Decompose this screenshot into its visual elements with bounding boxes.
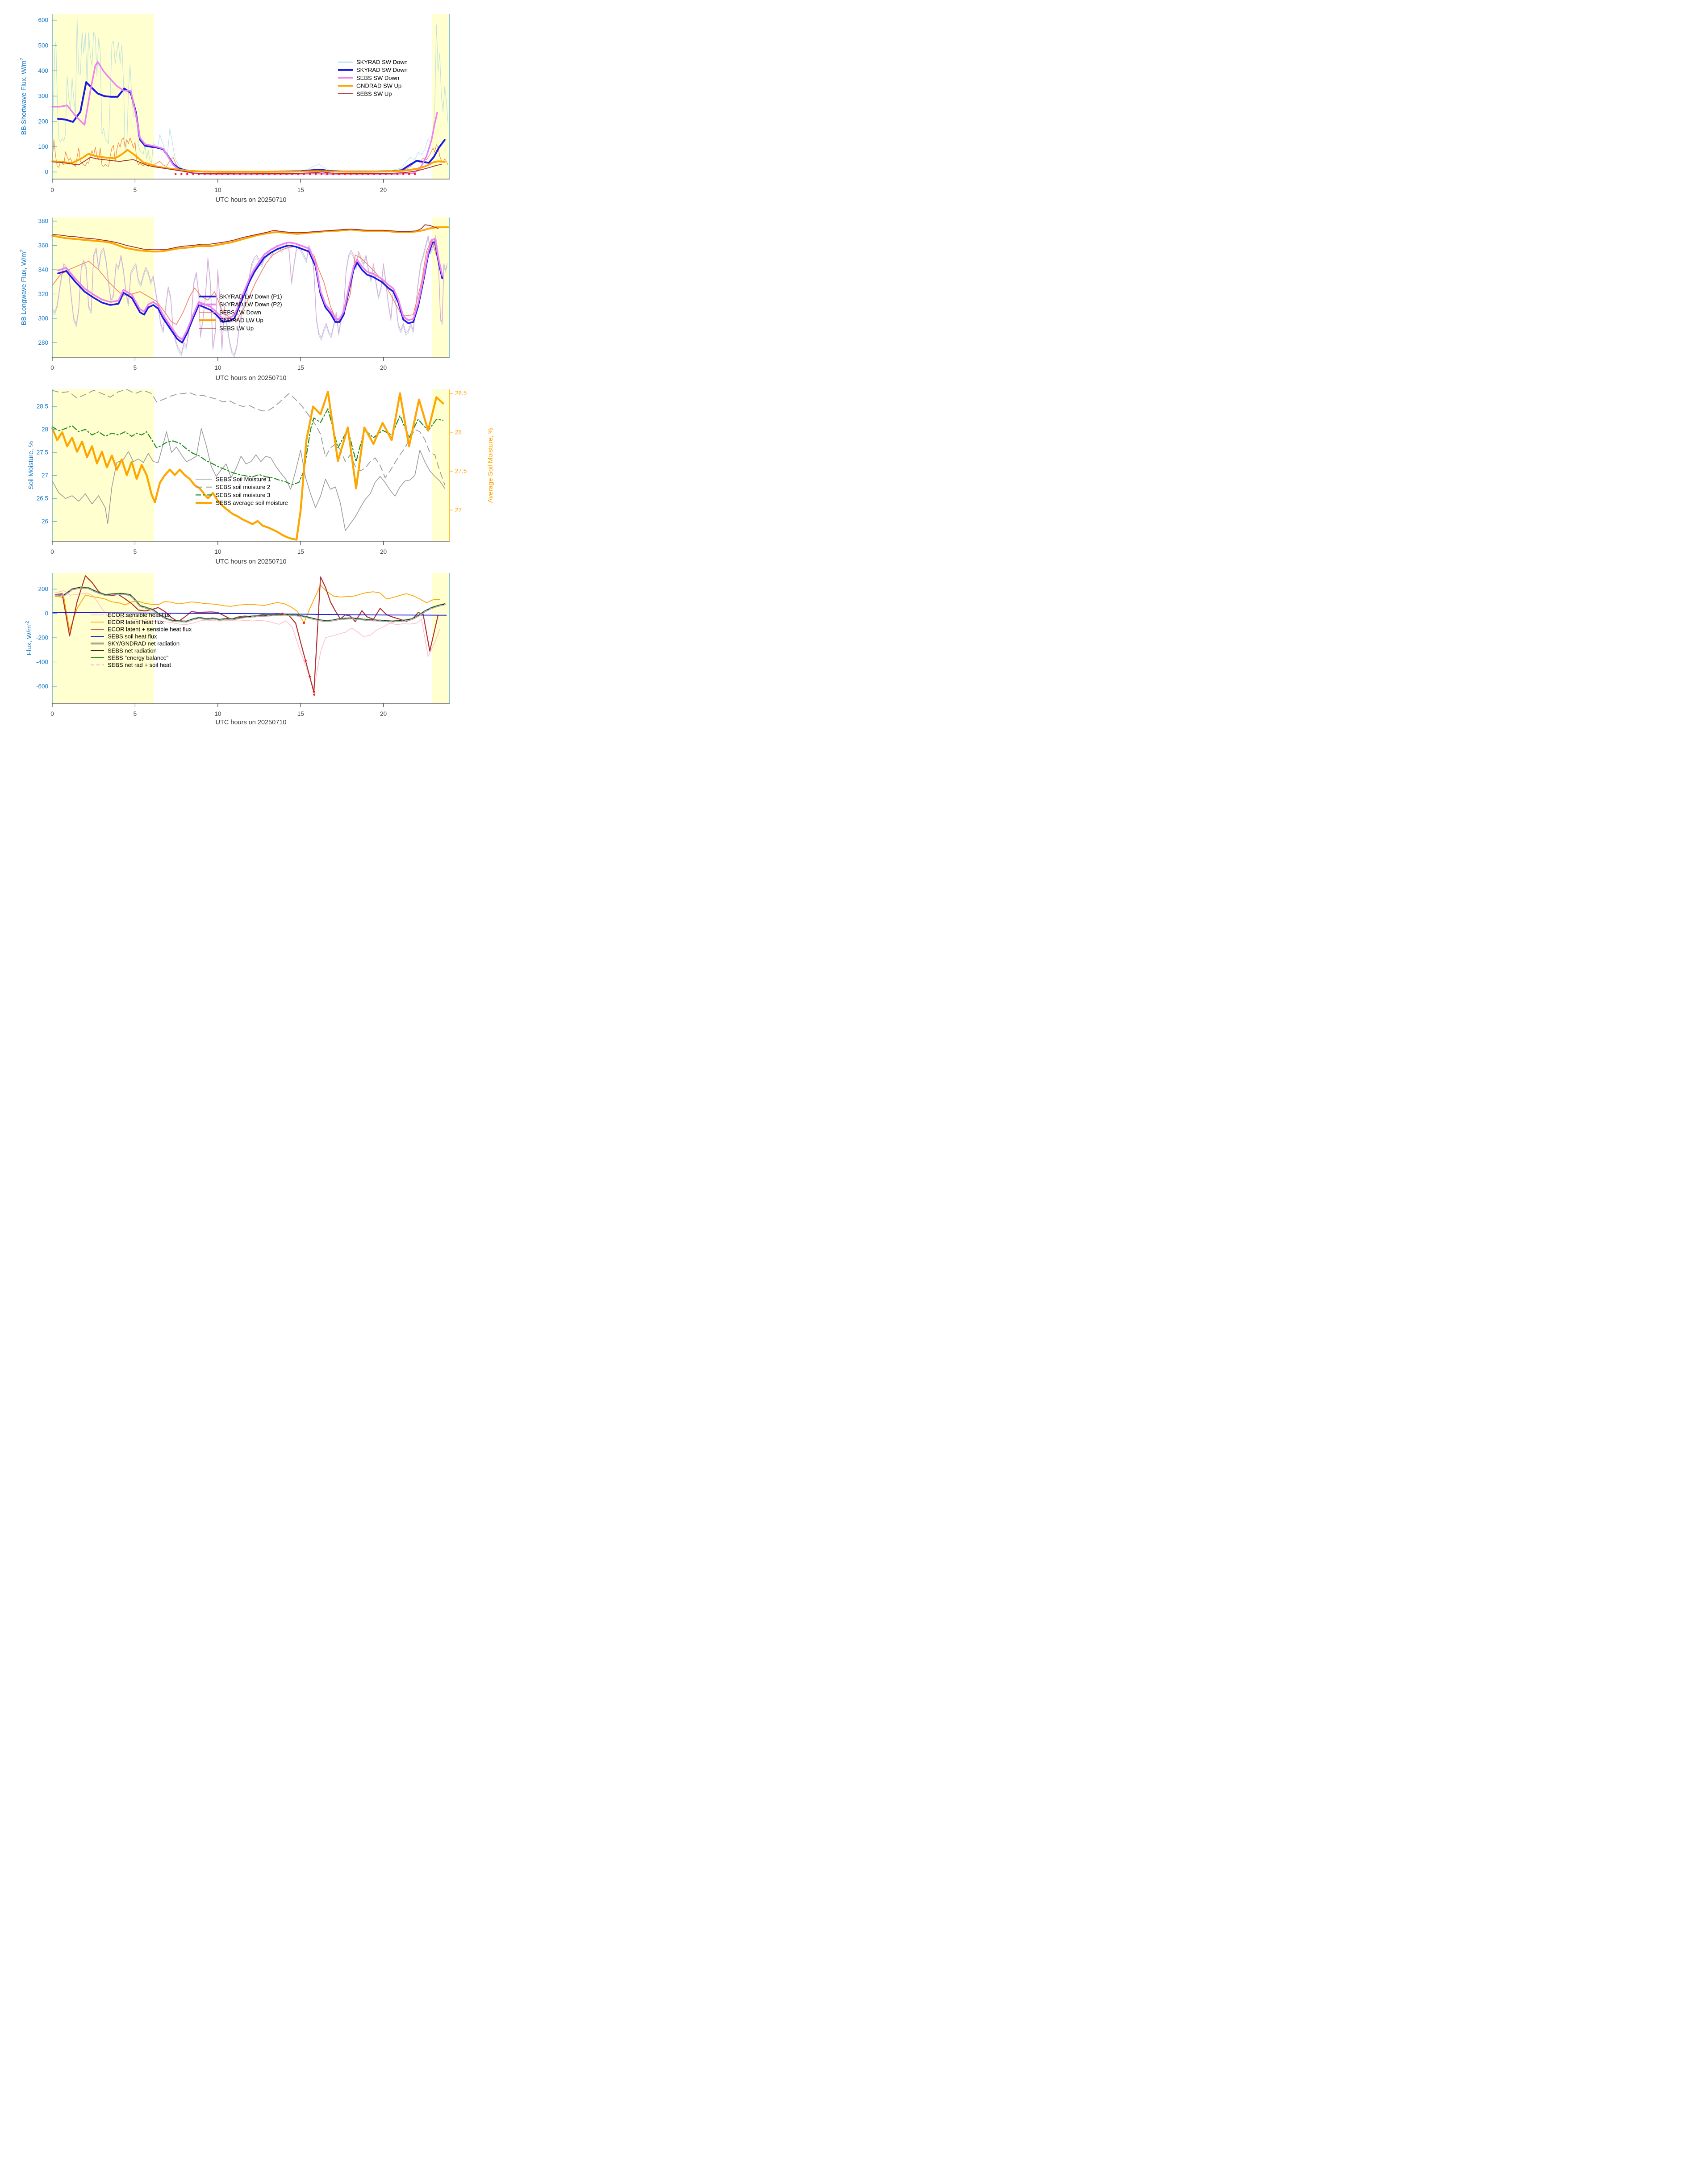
right-y-tick-label: 28.5 — [455, 390, 467, 397]
legend-entry-sebs-average-soil-moisture — [196, 500, 288, 506]
y-tick-label: 200 — [38, 118, 48, 125]
right-y-tick-label: 27 — [455, 506, 462, 514]
y-tick-label: -200 — [36, 634, 48, 641]
x-axis-label: UTC hours on 20250710 — [215, 375, 287, 382]
panel-soil-moisture — [27, 389, 494, 565]
legend-label: SEBS soil moisture 3 — [216, 491, 271, 498]
legend-label: SEBS SW Down — [356, 74, 400, 81]
legend-entry-sebs-lw-up — [199, 325, 254, 331]
y-axis-label: Soil Moisture, % — [27, 441, 35, 490]
legend-label: SKYRAD SW Down — [356, 58, 408, 66]
flag-dot — [245, 173, 246, 175]
flag-dot — [379, 173, 381, 175]
flag-dot — [338, 173, 340, 175]
legend-label: SKYRAD LW Down (P1) — [219, 293, 282, 300]
shaded-band — [52, 389, 154, 541]
y-tick-label: 100 — [38, 143, 48, 150]
x-tick-label: 0 — [50, 548, 54, 555]
y-tick-label: 500 — [38, 42, 48, 49]
y-axis-label: BB Shortwave Flux, $W/m^2$ — [19, 58, 28, 135]
y-tick-label: 27 — [41, 472, 48, 479]
flag-dot — [233, 173, 235, 175]
x-tick-label: 5 — [133, 548, 137, 555]
legend-label: SEBS soil moisture 2 — [216, 484, 271, 491]
flag-dot — [313, 694, 315, 696]
flag-dot — [192, 173, 194, 175]
y-tick-label: 0 — [45, 168, 48, 175]
x-tick-label: 5 — [133, 364, 137, 371]
flag-dot — [332, 173, 334, 175]
x-axis-label: UTC hours on 20250710 — [215, 196, 287, 204]
flag-dot — [326, 173, 328, 175]
y-tick-label: 320 — [38, 290, 48, 297]
flag-dot — [344, 173, 346, 175]
y-axis-label: Flux, $W/m^{-2}$ — [25, 621, 33, 656]
legend-entry-sebs-sw-up — [338, 90, 392, 97]
flag-dot — [373, 173, 375, 175]
legend-label: SKY/GNDRAD net radiation — [108, 640, 180, 647]
legend-entry-sebs-lw-down — [199, 309, 261, 316]
flag-dot — [309, 676, 311, 678]
y-tick-label: 380 — [38, 217, 48, 225]
x-axis-label: UTC hours on 20250710 — [215, 719, 287, 726]
legend-entry-skyrad-lw-down-p1 — [199, 293, 282, 300]
flag-dot — [350, 173, 351, 175]
y-tick-label: -600 — [36, 683, 48, 690]
flag-dot — [303, 173, 305, 175]
x-tick-label: 20 — [380, 548, 387, 555]
flag-dot — [385, 173, 387, 175]
flag-dot — [180, 173, 182, 175]
x-tick-label: 15 — [297, 710, 304, 717]
x-tick-label: 15 — [297, 548, 304, 555]
flag-dot — [321, 173, 322, 175]
x-tick-label: 20 — [380, 364, 387, 371]
right-y-axis-label: Average Soil Moisture, % — [487, 427, 494, 503]
flag-dot — [268, 173, 270, 175]
flag-dot — [309, 173, 311, 175]
flag-dot — [355, 173, 357, 175]
panel-longwave — [19, 217, 450, 382]
flag-dot — [216, 173, 217, 175]
legend-entry-skyrad-sw-down — [338, 67, 408, 73]
flag-dot — [262, 173, 264, 175]
y-tick-label: 600 — [38, 17, 48, 24]
shaded-band — [432, 573, 450, 703]
legend-label: SEBS soil heat flux — [108, 633, 157, 640]
legend-label: ECOR latent heat flux — [108, 618, 164, 626]
flag-dot — [239, 173, 241, 175]
y-tick-label: 28.5 — [36, 403, 48, 410]
legend-entry-gndrad-sw-up — [338, 83, 401, 89]
flag-dot — [292, 173, 293, 175]
legend-label: SEBS net rad + soil heat — [108, 661, 171, 669]
flag-dot — [414, 173, 416, 175]
x-tick-label: 0 — [50, 364, 54, 371]
legend-label: GNDRAD SW Up — [356, 82, 402, 89]
y-tick-label: 200 — [38, 585, 48, 593]
legend-label: SEBS LW Down — [219, 309, 261, 316]
flag-dot — [175, 173, 176, 175]
flag-dot — [402, 173, 404, 175]
flag-dot — [303, 622, 305, 624]
flag-dot — [315, 173, 317, 175]
x-tick-label: 20 — [380, 187, 387, 193]
y-tick-label: 26 — [41, 518, 48, 525]
legend-label: SEBS net radiation — [108, 647, 157, 654]
y-tick-label: 340 — [38, 266, 48, 273]
legend-entry-gndrad-lw-up — [199, 317, 263, 324]
flag-dot — [408, 173, 410, 175]
x-axis-label: UTC hours on 20250710 — [215, 558, 287, 565]
y-tick-label: 280 — [38, 339, 48, 346]
flag-dot — [274, 173, 276, 175]
flag-dot — [305, 660, 307, 662]
flag-dot — [227, 173, 229, 175]
flag-dot — [397, 173, 398, 175]
flag-dot — [221, 173, 223, 175]
flag-dot — [186, 173, 188, 175]
x-tick-label: 20 — [380, 710, 387, 717]
legend-entry-sebs-soil-moisture-1 — [196, 476, 271, 483]
flag-dot — [297, 173, 299, 175]
flag-dot — [251, 173, 252, 175]
y-tick-label: 360 — [38, 242, 48, 249]
y-tick-label: 26.5 — [36, 495, 48, 502]
x-tick-label: 10 — [214, 364, 221, 371]
flag-dot — [361, 173, 363, 175]
x-tick-label: 10 — [214, 187, 221, 193]
y-tick-label: -400 — [36, 658, 48, 665]
flag-dot — [391, 173, 393, 175]
right-y-tick-label: 27.5 — [455, 468, 467, 475]
legend-label: SEBS LW Up — [219, 325, 254, 332]
x-tick-label: 10 — [214, 548, 221, 555]
panel-flux — [25, 573, 450, 726]
y-tick-label: 400 — [38, 67, 48, 74]
legend-label: ECOR latent + sensible heat flux — [108, 626, 192, 633]
legend-label: SEBS "energy balance" — [108, 654, 169, 661]
flag-dot — [198, 173, 200, 175]
flag-dot — [256, 173, 258, 175]
x-tick-label: 15 — [297, 364, 304, 371]
flag-dot — [209, 173, 211, 175]
flag-dot — [280, 173, 281, 175]
y-tick-label: 300 — [38, 315, 48, 322]
x-tick-label: 5 — [133, 710, 137, 717]
legend-label: SEBS Soil Moisture 1 — [216, 476, 271, 483]
four-panel-radiation-figure — [0, 0, 569, 726]
x-tick-label: 5 — [133, 187, 137, 193]
x-tick-label: 10 — [214, 710, 221, 717]
flag-dot — [286, 173, 288, 175]
legend-label: SEBS SW Up — [356, 90, 392, 97]
flag-dot — [281, 613, 284, 615]
y-axis-label: BB Longwave Flux, $W/m^2$ — [19, 249, 28, 326]
x-tick-label: 0 — [50, 187, 54, 193]
flag-dot — [204, 173, 205, 175]
legend-label: ECOR sensible heat flux — [108, 611, 171, 618]
right-y-tick-label: 28 — [455, 429, 462, 436]
x-tick-label: 0 — [50, 710, 54, 717]
x-tick-label: 15 — [297, 187, 304, 193]
y-tick-label: 27.5 — [36, 449, 48, 456]
legend-label: SEBS average soil moisture — [216, 499, 288, 506]
legend-entry-skyrad-sw-down — [338, 59, 408, 66]
y-tick-label: 0 — [45, 610, 48, 617]
legend-entry-sebs-soil-moisture-2 — [196, 484, 270, 490]
legend-label: SKYRAD SW Down — [356, 67, 408, 74]
flag-dot — [313, 691, 315, 693]
panel-shortwave — [19, 14, 450, 204]
legend-label: GNDRAD LW Up — [219, 317, 263, 324]
flag-dot — [367, 173, 369, 175]
legend-label: SKYRAD LW Down (P2) — [219, 301, 282, 308]
y-tick-label: 300 — [38, 92, 48, 100]
legend-entry-sebs-sw-down — [338, 75, 399, 81]
four-panel-chart — [0, 0, 569, 726]
shaded-band — [432, 389, 450, 541]
y-tick-label: 28 — [41, 426, 48, 433]
